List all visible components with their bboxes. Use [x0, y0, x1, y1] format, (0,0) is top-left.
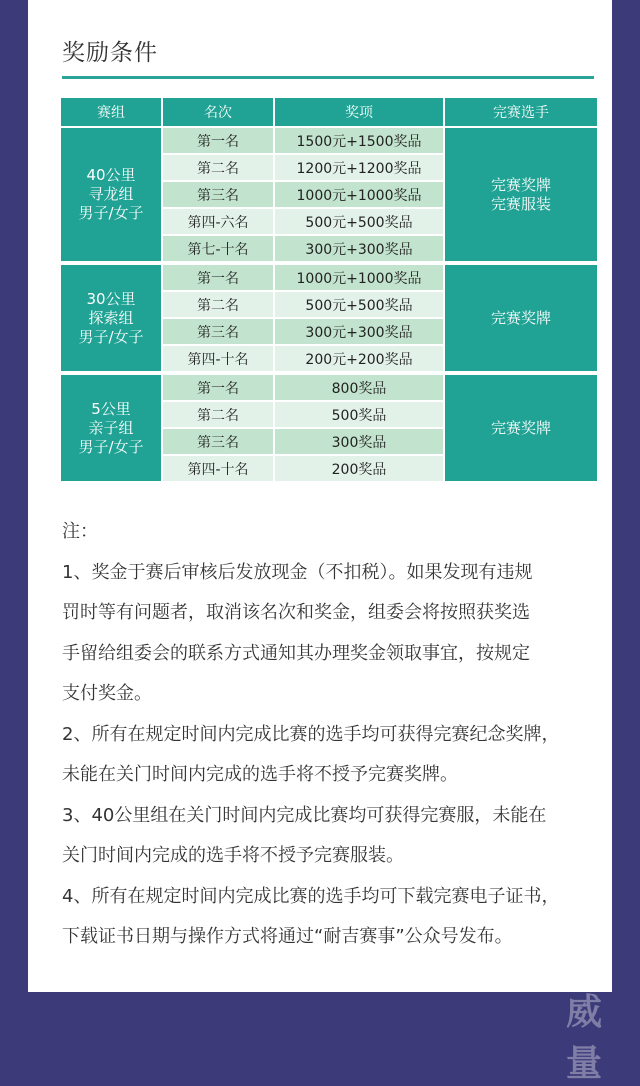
- rank-cell: 第二名: [163, 402, 273, 427]
- group-name-line: 男子/女子: [78, 327, 144, 346]
- prize-cell: 500元+500奖品: [275, 292, 443, 317]
- group-name-line: 寻龙组: [88, 185, 134, 203]
- prize-cell: 200元+200奖品: [275, 346, 443, 371]
- table-row: [61, 375, 597, 400]
- finisher-award-line: 完赛奖牌: [490, 418, 551, 437]
- group-name-line: 5公里: [91, 399, 131, 418]
- note-line: 2、所有在规定时间内完成比赛的选手均可获得完赛纪念奖牌，: [62, 723, 560, 745]
- group-name-line: 亲子组: [88, 418, 134, 437]
- rewards-table: [59, 96, 599, 483]
- note-line: 下载证书日期与操作方式将通过“耐吉赛事”公众号发布。: [62, 926, 513, 947]
- group-name-line: 30公里: [86, 289, 136, 308]
- prize-cell: 300奖品: [275, 429, 443, 454]
- prize-cell: 300元+300奖品: [275, 319, 443, 344]
- prize-cell: 1200元+1200奖品: [275, 155, 443, 180]
- prize-cell: 800奖品: [275, 375, 443, 400]
- rank-cell: 第一名: [163, 128, 273, 153]
- note-line: 未能在关门时间内完成的选手将不授予完赛奖牌。: [62, 764, 458, 785]
- rank-cell: 第四-十名: [163, 456, 273, 481]
- note-line: 1、奖金于赛后审核后发放现金（不扣税）。如果发现有违规: [62, 561, 533, 583]
- finisher-award-cell: [445, 265, 597, 371]
- header-prize: 奖项: [275, 98, 443, 126]
- notes-heading: 注：: [62, 521, 98, 542]
- header-finisher: 完赛选手: [445, 98, 597, 126]
- rank-cell: 第四-六名: [163, 209, 273, 234]
- group-name-cell: [61, 128, 161, 261]
- rank-cell: 第二名: [163, 155, 273, 180]
- prize-cell: 500元+500奖品: [275, 209, 443, 234]
- rank-cell: 第七-十名: [163, 236, 273, 261]
- finisher-award-line: 完赛奖牌: [490, 308, 551, 327]
- group-name-line: 男子/女子: [78, 204, 144, 222]
- notes-section: [62, 512, 612, 958]
- prize-cell: 200奖品: [275, 456, 443, 481]
- rank-cell: 第一名: [163, 375, 273, 400]
- note-line: 手留给组委会的联系方式通知其办理奖金领取事宜，按规定: [62, 642, 530, 664]
- prize-cell: 1000元+1000奖品: [275, 182, 443, 207]
- finisher-award-cell: [445, 375, 597, 481]
- prize-cell: 1500元+1500奖品: [275, 128, 443, 153]
- header-rank: 名次: [163, 98, 273, 126]
- finisher-award-line: 完赛服装: [490, 194, 551, 213]
- table-row: [61, 128, 597, 153]
- header-group: 赛组: [61, 98, 161, 126]
- prize-cell: 300元+300奖品: [275, 236, 443, 261]
- title-underline: [62, 76, 594, 79]
- table-header-row: [61, 98, 597, 126]
- table-body: [61, 128, 597, 481]
- prize-cell: 1000元+1000奖品: [275, 265, 443, 290]
- rank-cell: 第一名: [163, 265, 273, 290]
- group-name-cell: [61, 375, 161, 481]
- content-card: [28, 0, 612, 992]
- note-line: 罚时等有问题者，取消该名次和奖金，组委会将按照获奖选: [62, 602, 530, 623]
- group-name-line: 探索组: [88, 308, 134, 327]
- note-line: 4、所有在规定时间内完成比赛的选手均可下载完赛电子证书，: [62, 885, 560, 907]
- rank-cell: 第三名: [163, 182, 273, 207]
- rank-cell: 第四-十名: [163, 346, 273, 371]
- prize-cell: 500奖品: [275, 402, 443, 427]
- rank-cell: 第三名: [163, 319, 273, 344]
- table-row: [61, 265, 597, 290]
- group-name-line: 男子/女子: [78, 437, 144, 456]
- rank-cell: 第三名: [163, 429, 273, 454]
- group-name-cell: [61, 265, 161, 371]
- finisher-award-cell: [445, 128, 597, 261]
- rank-cell: 第二名: [163, 292, 273, 317]
- note-line: 关门时间内完成的选手将不授予完赛服装。: [62, 845, 404, 866]
- finisher-award-line: 完赛奖牌: [490, 175, 551, 194]
- watermark-logo: 威量: [566, 992, 605, 1084]
- group-name-line: 40公里: [86, 166, 136, 184]
- note-line: 支付奖金。: [62, 683, 152, 704]
- section-title: 奖励条件: [62, 40, 158, 66]
- note-line: 3、40公里组在关门时间内完成比赛均可获得完赛服，未能在: [62, 804, 547, 826]
